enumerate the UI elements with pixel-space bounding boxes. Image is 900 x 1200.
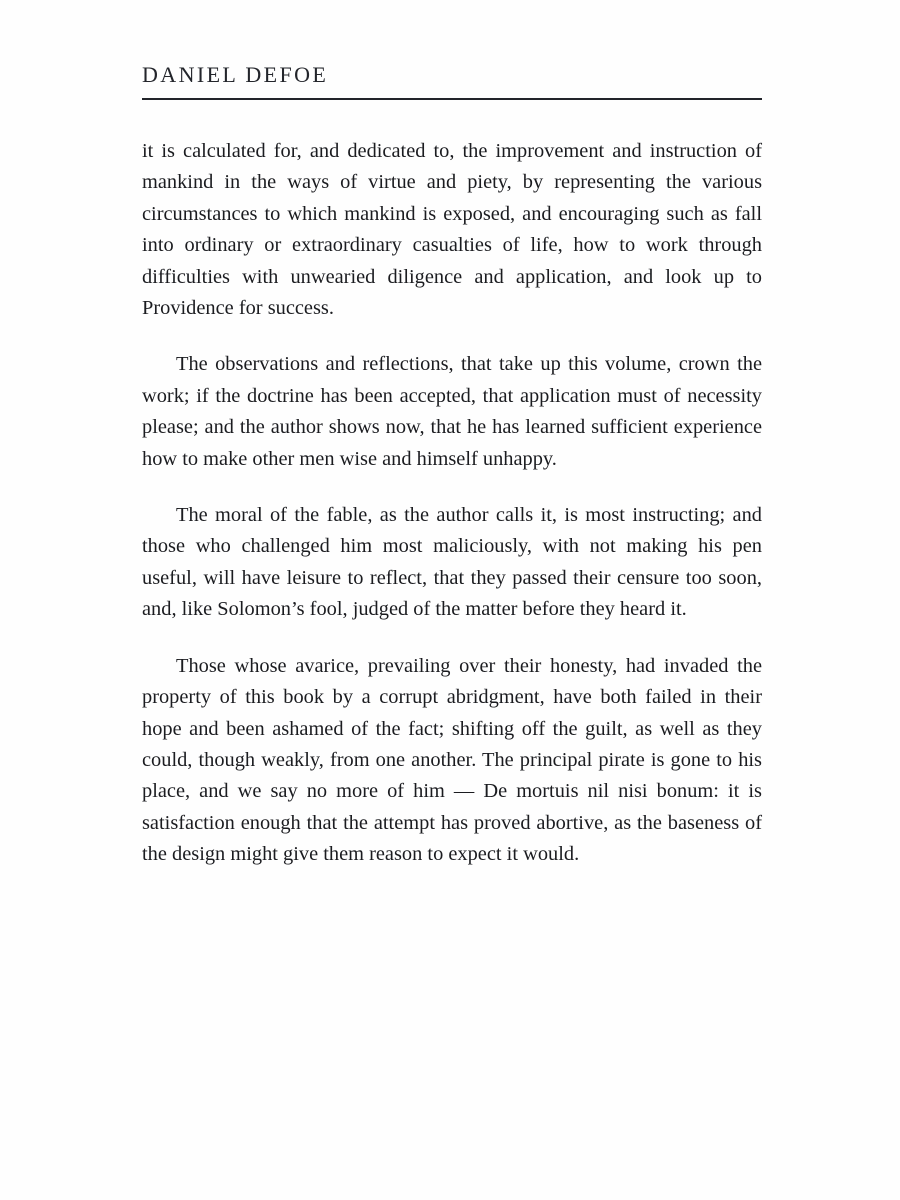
paragraph-1: it is calculated for, and dedicated to, the improvement and instruction of mankind in the ways of virtue and piety, by representing the various circumstances to which mankind is exposed, and encouraging such as fall into ordinary or extraordinary casualties of life, how to work through difficulties with unwearied diligence and application, and look up to Providence for success. [142, 140, 762, 320]
paragraph-2: The observations and reflections, that take up this volume, crown the work; if the doctrine has been accepted, that application must of necessity please; and the author shows now, that he has learned sufficient experience how to make other men wise and himself unhappy. [142, 353, 762, 470]
paragraph-4: Those whose avarice, prevailing over their honesty, had invaded the property of this book by a corrupt abridgment, have both failed in their hope and been ashamed of the fact; shifting off the guilt, as well as they could, though weakly, from one another. The principal pirate is gone to his place, and we say no more of him — De mortuis nil nisi bonum: it is satisfaction enough that the attempt has proved abortive, as the baseness of the design might give them reason to expect it would. [142, 654, 762, 866]
paragraph-3: The moral of the fable, as the author calls it, is most instructing; and those who challenged him most maliciously, with not making his pen useful, will have leisure to reflect, that they passed their censure too soon, and, like Solomon’s fool, judged of the matter before they heard it. [142, 504, 762, 621]
page-content [142, 62, 762, 871]
header-rule [142, 98, 762, 100]
running-head: DANIEL DEFOE [142, 62, 329, 87]
